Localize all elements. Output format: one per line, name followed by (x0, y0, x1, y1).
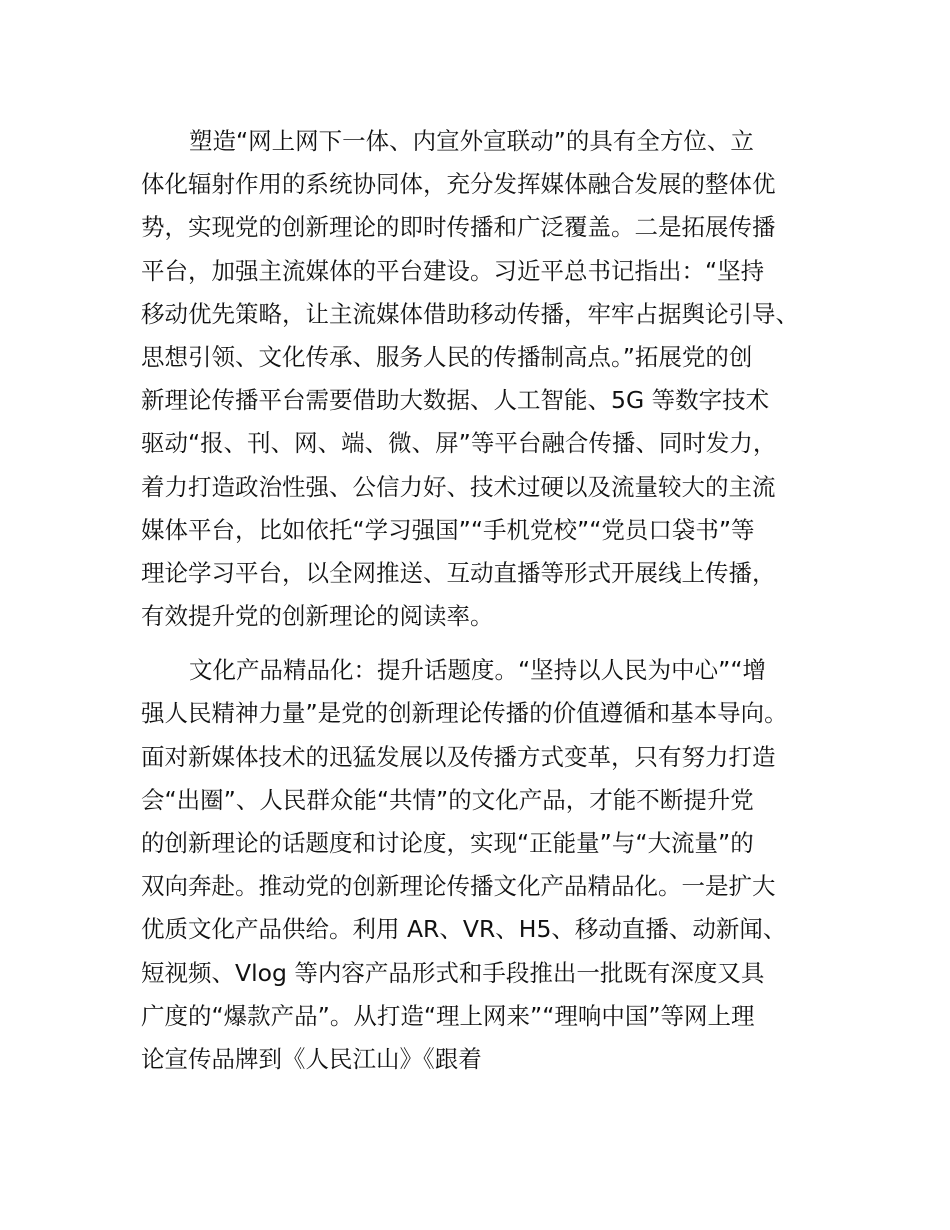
text-line: 理论学习平台，以全网推送、互动直播等形式开展线上传播， (141, 558, 776, 587)
paragraph-platform-building (141, 120, 841, 638)
text-line: 文化产品精品化：提升话题度。“坚持以人民为中心”“增 (189, 656, 767, 685)
text-line: 双向奔赴。推动党的创新理论传播文化产品精品化。一是扩大 (141, 872, 776, 901)
text-line: 广度的“爆款产品”。从打造“理上网来”“理响中国”等网上理 (141, 1001, 755, 1030)
text-line: 优质文化产品供给。利用 AR、VR、H5、移动直播、动新闻、 (141, 915, 787, 944)
text-line: 塑造“网上网下一体、内宣外宣联动”的具有全方位、立 (189, 127, 754, 155)
paragraph-cultural-products (141, 649, 841, 1081)
text-line: 论宣传品牌到《人民江山》《跟着 (141, 1044, 482, 1073)
text-line: 移动优先策略，让主流媒体借助移动传播，牢牢占据舆论引导、 (141, 299, 799, 328)
text-line: 强人民精神力量”是党的创新理论传播的价值遵循和基本导向。 (141, 699, 788, 728)
text-line: 体化辐射作用的系统协同体，充分发挥媒体融合发展的整体优 (141, 170, 776, 199)
text-line: 面对新媒体技术的迅猛发展以及传播方式变革，只有努力打造 (141, 742, 776, 771)
text-line: 驱动“报、刊、网、端、微、屏”等平台融合传播、同时发力， (141, 429, 777, 458)
document-page (141, 120, 841, 1081)
text-line: 有效提升党的创新理论的阅读率。 (141, 602, 494, 631)
text-line: 着力打造政治性强、公信力好、技术过硬以及流量较大的主流 (141, 472, 776, 501)
text-line: 的创新理论的话题度和讨论度，实现“正能量”与“大流量”的 (141, 829, 754, 857)
text-line: 势，实现党的创新理论的即时传播和广泛覆盖。二是拓展传播 (141, 213, 776, 242)
text-line: 新理论传播平台需要借助大数据、人工智能、5G 等数字技术 (141, 386, 770, 415)
text-line: 媒体平台，比如依托“学习强国”“手机党校”“党员口袋书”等 (141, 515, 755, 544)
text-line: 会“出圈”、人民群众能“共情”的文化产品，才能不断提升党 (141, 785, 754, 814)
text-line: 思想引领、文化传承、服务人民的传播制高点。”拓展党的创 (141, 342, 753, 371)
text-line: 短视频、Vlog 等内容产品形式和手段推出一批既有深度又具 (141, 958, 765, 987)
text-line: 平台，加强主流媒体的平台建设。习近平总书记指出：“坚持 (141, 256, 765, 285)
